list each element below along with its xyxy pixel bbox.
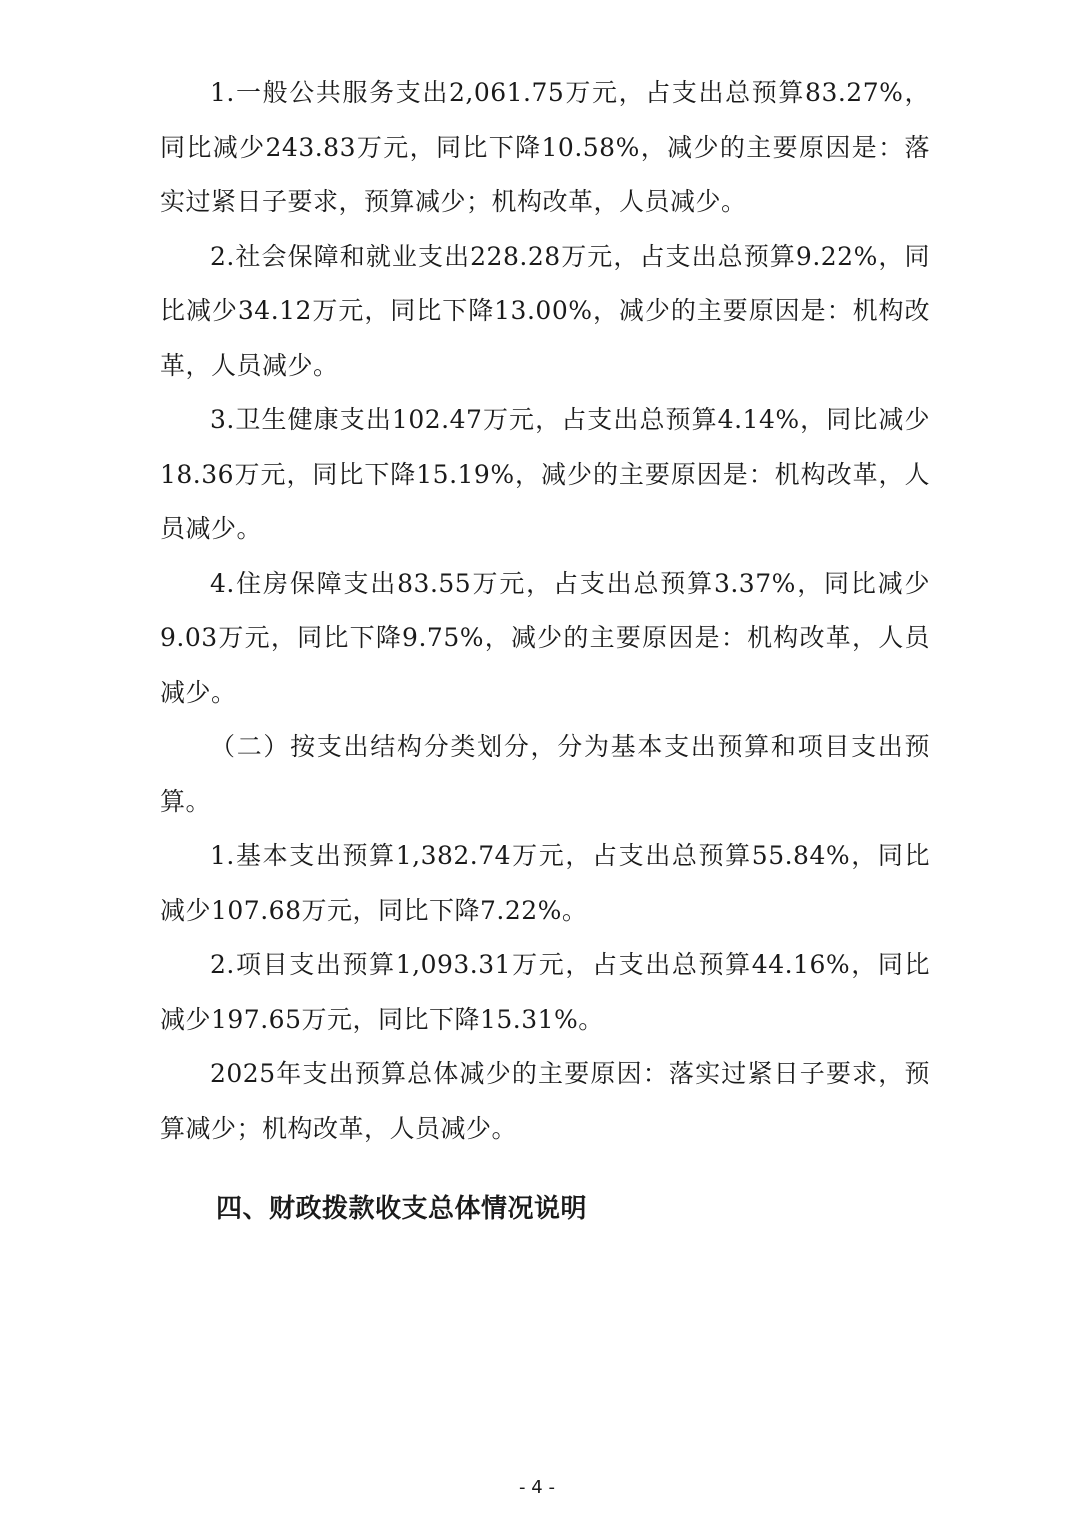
paragraph-health: 3.卫生健康支出102.47万元，占支出总预算4.14%，同比减少18.36万元，同比下降15.19%，减少的主要原因是：机构改革，人员减少。 [160, 405, 930, 543]
paragraph-overall-reason: 2025年支出预算总体减少的主要原因：落实过紧日子要求，预算减少；机构改革，人员减少。 [160, 1059, 930, 1143]
document-body [160, 66, 930, 1236]
paragraph-by-expenditure-structure: （二）按支出结构分类划分，分为基本支出预算和项目支出预算。 [160, 732, 930, 816]
paragraph-general-public-services: 1.一般公共服务支出2,061.75万元，占支出总预算83.27%，同比减少243.83万元，同比下降10.58%，减少的主要原因是：落实过紧日子要求，预算减少；机构改革，人员减少。 [160, 78, 930, 216]
paragraph-project-expenditure: 2.项目支出预算1,093.31万元，占支出总预算44.16%，同比减少197.65万元，同比下降15.31%。 [160, 950, 930, 1034]
paragraph-basic-expenditure: 1.基本支出预算1,382.74万元，占支出总预算55.84%，同比减少107.68万元，同比下降7.22%。 [160, 841, 930, 925]
paragraph-social-security-employment: 2.社会保障和就业支出228.28万元，占支出总预算9.22%，同比减少34.12万元，同比下降13.00%，减少的主要原因是：机构改革，人员减少。 [160, 241, 930, 380]
section-heading: 四、财政拨款收支总体情况说明 [216, 1194, 588, 1224]
paragraph-housing: 4.住房保障支出83.55万元，占支出总预算3.37%，同比减少9.03万元，同比下降9.75%，减少的主要原因是：机构改革，人员减少。 [160, 568, 930, 707]
page-number: - 4 - [519, 1477, 555, 1498]
